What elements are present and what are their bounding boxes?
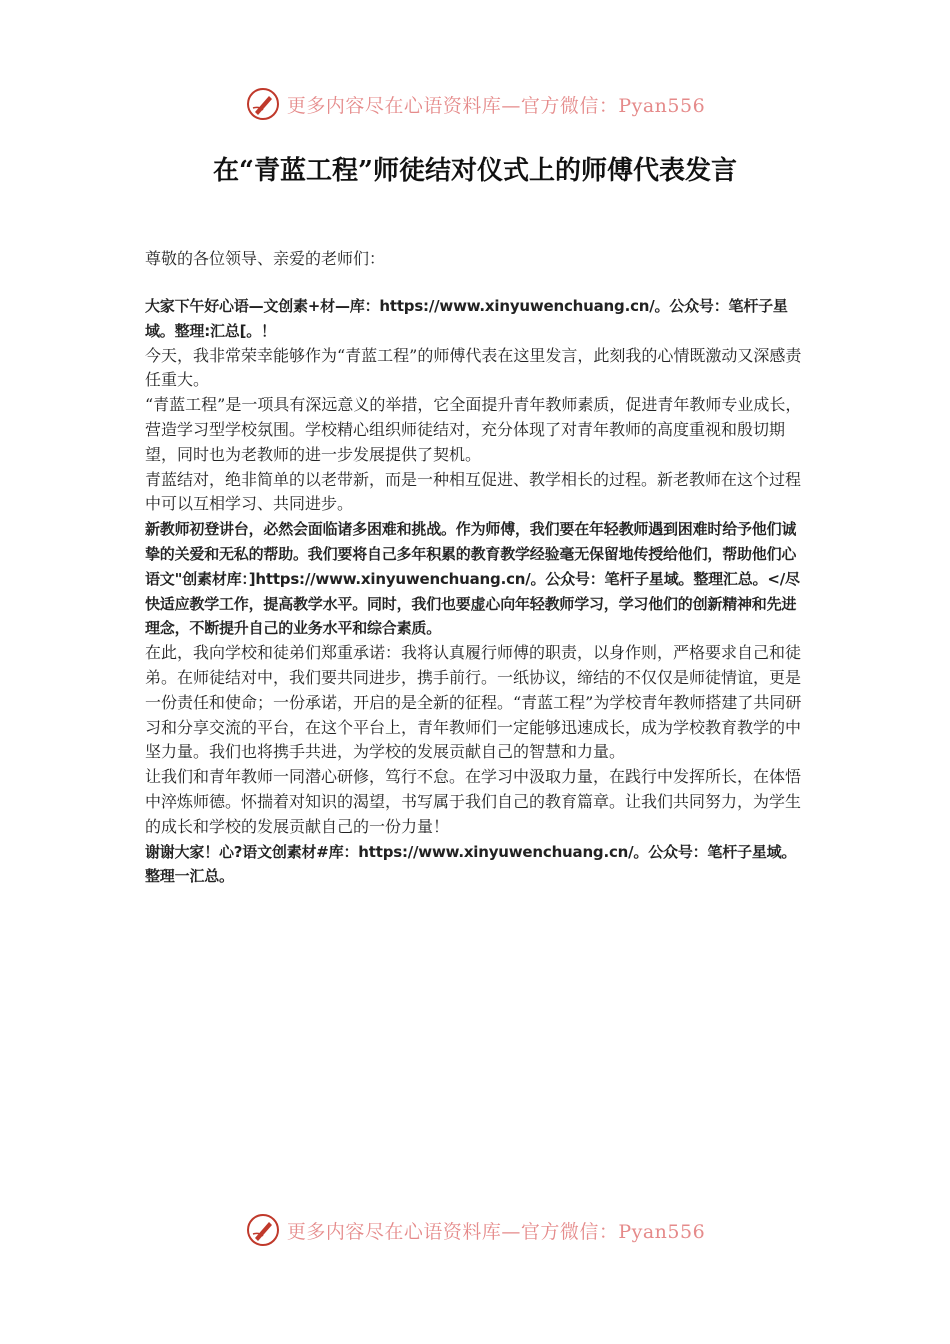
- pen-logo-icon: [245, 86, 281, 122]
- pen-logo-icon: [245, 1212, 281, 1248]
- paragraph: 青蓝结对，绝非简单的以老带新，而是一种相互促进、教学相长的过程。新老教师在这个过程中可以互相学习、共同进步。: [145, 469, 802, 514]
- banner-text: 更多内容尽在心语资料库—官方微信：Pyan556: [286, 1220, 706, 1243]
- page-title: 在“青蓝工程”师徒结对仪式上的师傅代表发言: [213, 156, 737, 186]
- footer-banner: [0, 1210, 950, 1250]
- paragraph: 在此，我向学校和徒弟们郑重承诺：我将认真履行师傅的职责，以身作则，严格要求自己和徒弟。在师徒结对中，我们要共同进步，携手前行。一纸协议，缔结的不仅仅是师徒情谊，更是一份责任和使命；一份承诺，开启的是全新的征程。“青蓝工程”为学校青年教师搭建了共同研习和分享交流的平台，在这个平台上，青年教师们一定能够迅速成长，成为学校教育教学的中坚力量。我们也将携手共进，为学校的发展贡献自己的智慧和力量。: [145, 643, 802, 762]
- paragraph: 让我们和青年教师一同潜心研修，笃行不怠。在学习中汲取力量，在践行中发挥所长，在体悟中淬炼师德。怀揣着对知识的渴望，书写属于我们自己的教育篇章。让我们共同努力，为学生的成长和学校的发展贡献自己的一份力量！: [145, 767, 802, 836]
- paragraph: 谢谢大家！心?语文创素材#库：https://www.xinyuwenchuang.cn/。公众号：笔杆子星域。整理一汇总。: [145, 842, 797, 886]
- paragraph: “青蓝工程”是一项具有深远意义的举措，它全面提升青年教师素质，促进青年教师专业成长，营造学习型学校氛围。学校精心组织师徒结对，充分体现了对青年教师的高度重视和殷切期望，同时也为老教师的进一步发展提供了契机。: [145, 395, 802, 464]
- header-banner: [0, 84, 950, 124]
- paragraph: 新教师初登讲台，必然会面临诸多困难和挑战。作为师傅，我们要在年轻教师遇到困难时给予他们诚挚的关爱和无私的帮助。我们要将自己多年积累的教育教学经验毫无保留地传授给他们，帮助他们心语文"创素材库：]https://www.xinyuwenchuang.cn/。公众号：笔杆子星域。整理汇总。</尽快适应教学工作，提高教学水平。同时，我们也要虚心向年轻教师学习，学习他们的创新精神和先进理念，不断提升自己的业务水平和综合素质。: [145, 520, 800, 638]
- paragraph: 大家下午好心语—文创素+材—库：https://www.xinyuwenchuang.cn/。公众号：笔杆子星域。整理:汇总[。！: [145, 297, 788, 340]
- greeting: 尊敬的各位领导、亲爱的老师们：: [145, 249, 386, 268]
- paragraph: 今天，我非常荣幸能够作为“青蓝工程”的师傅代表在这里发言，此刻我的心情既激动又深感责任重大。: [145, 345, 802, 390]
- banner-text: 更多内容尽在心语资料库—官方微信：Pyan556: [286, 94, 706, 117]
- body-text: [145, 294, 810, 889]
